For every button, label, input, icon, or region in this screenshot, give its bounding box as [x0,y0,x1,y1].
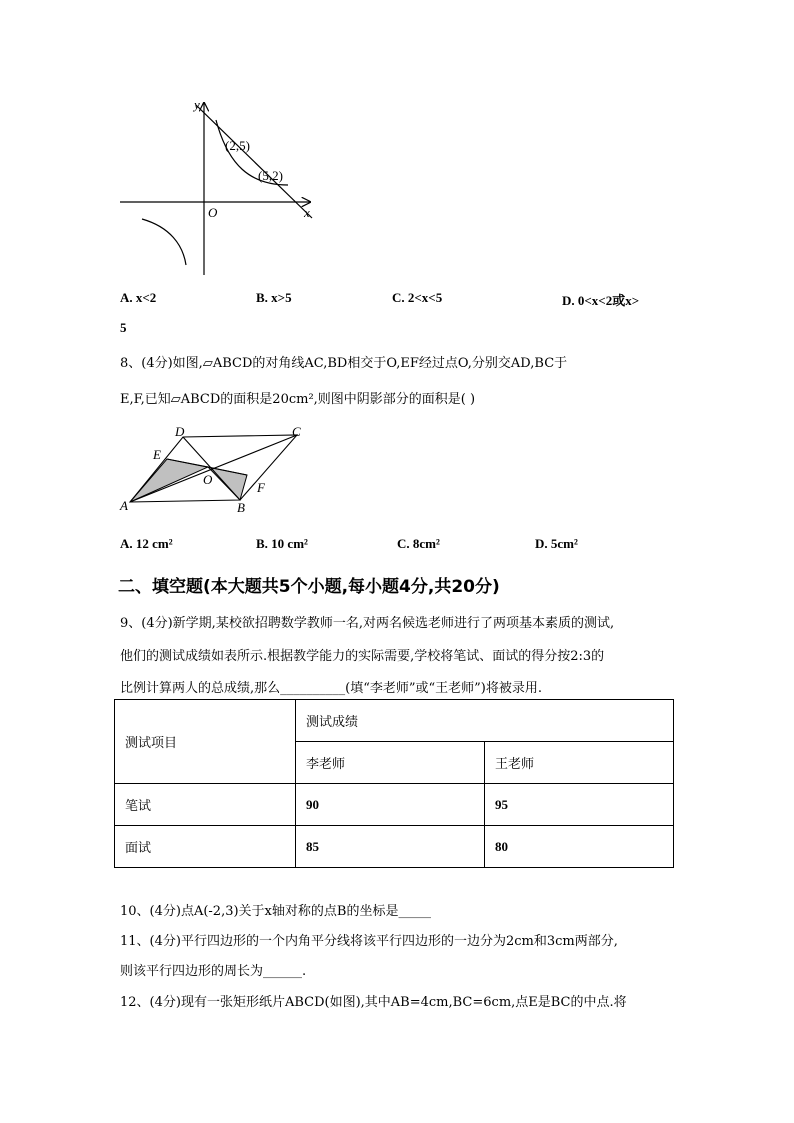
row-value-wang: 80 [485,826,674,868]
q8-option-a[interactable]: A. 12 cm² [120,536,173,551]
q7-option-d-wrap: 5 [120,320,127,335]
q8-option-c[interactable]: C. 8cm² [397,536,440,551]
shaded-region-right [208,467,247,500]
q7-option-c[interactable]: C. 2<x<5 [392,290,443,305]
section-2-title: 二、填空题(本大题共5个小题,每小题4分,共20分) [118,577,500,597]
row-value-li: 85 [296,826,485,868]
q8-stem-line2: E,F,已知▱ABCD的面积是20cm²,则图中阴影部分的面积是( ) [120,392,476,407]
table-row [115,784,674,826]
label-e: E [153,447,161,462]
label-o: O [203,472,213,487]
q8-parallelogram-figure [115,422,315,514]
label-d: D [175,424,185,439]
q7-option-a[interactable]: A. x<2 [120,290,157,305]
q7-graph [110,95,330,280]
point-2-5-label: (2,5) [225,138,250,153]
q7-option-d[interactable]: D. 0<x<2或x> [562,293,640,308]
q8-option-d[interactable]: D. 5cm² [535,536,578,551]
row-label: 笔试 [115,784,296,826]
table-col-li: 李老师 [296,742,485,784]
table-col-wang: 王老师 [485,742,674,784]
row-label: 面试 [115,826,296,868]
q9-stem-line2: 他们的测试成绩如表所示.根据教学能力的实际需要,学校将笔试、面试的得分按2:3的 [120,649,605,664]
q11-stem-line1: 11、(4分)平行四边形的一个内角平分线将该平行四边形的一边分为2cm和3cm两部分, [120,934,618,949]
point-5-2-label: (5,2) [258,168,283,183]
q12-stem: 12、(4分)现有一张矩形纸片ABCD(如图),其中AB=4cm,BC=6cm,点E是BC的中点.将 [120,995,627,1010]
y-axis-label: y [194,97,200,112]
q9-stem-line1: 9、(4分)新学期,某校欲招聘数学教师一名,对两名候选老师进行了两项基本素质的测试, [120,616,615,631]
hyperbola-branch-2 [142,219,186,265]
table-row [115,826,674,868]
q9-stem-line3: 比例计算两人的总成绩,那么__________(填“李老师”或“王老师”)将被录用. [120,681,542,696]
origin-label: O [208,205,218,220]
x-axis-label: x [304,205,310,220]
q7-option-b[interactable]: B. x>5 [256,290,292,305]
label-f: F [257,480,265,495]
q10-stem: 10、(4分)点A(-2,3)关于x轴对称的点B的坐标是_____ [120,904,431,919]
linear-function-line [196,105,312,218]
row-value-li: 90 [296,784,485,826]
label-c: C [292,424,301,439]
shaded-region-left [130,459,208,502]
table-header-item: 测试项目 [115,700,296,784]
label-b: B [237,500,245,514]
label-a: A [120,498,128,513]
score-table [114,699,674,868]
q8-stem-line1: 8、(4分)如图,▱ABCD的对角线AC,BD相交于O,EF经过点O,分别交AD,BC于 [120,356,568,371]
table-header-score: 测试成绩 [296,700,674,742]
q11-stem-line2: 则该平行四边形的周长为______. [120,964,307,979]
row-value-wang: 95 [485,784,674,826]
q8-option-b[interactable]: B. 10 cm² [256,536,308,551]
